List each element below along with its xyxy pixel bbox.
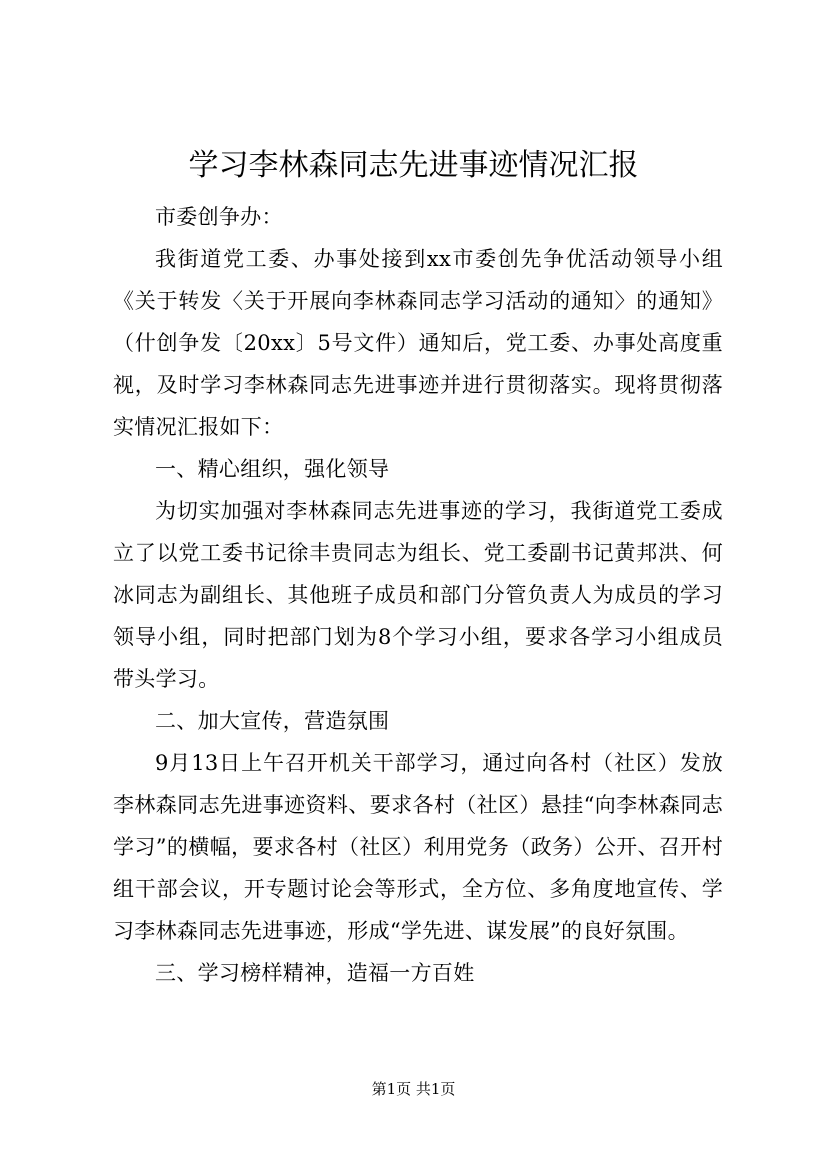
section-heading-2: 二、加大宣传，营造氛围	[155, 709, 390, 733]
salutation: 市委创争办：	[155, 205, 283, 229]
document-title: 学习李林森同志先进事迹情况汇报	[188, 148, 639, 183]
paragraph-section-2: 9月13日上午召开机关干部学习，通过向各村（社区）发放李林森同志先进事迹资料、要求各村（社区）悬挂“向李林森同志学习”的横幅，要求各村（社区）利用党务（政务）公开、召开村组干部会议，开专题讨论会等形式，全方位、多角度地宣传、学习李林森同志先进事迹，形成“学先进、谋发展”的良好氛围。	[113, 751, 723, 943]
paragraph-section-1: 为切实加强对李林森同志先进事迹的学习，我街道党工委成立了以党工委书记徐丰贵同志为组长、党工委副书记黄邦洪、何冰同志为副组长、其他班子成员和部门分管负责人为成员的学习领导小组，同时把部门划为8个学习小组，要求各学习小组成员带头学习。	[113, 499, 723, 691]
document-body	[113, 196, 723, 994]
section-heading-1: 一、精心组织，强化领导	[155, 457, 390, 481]
page-footer: 第1页 共1页	[371, 1080, 456, 1098]
section-heading-3: 三、学习榜样精神，造福一方百姓	[155, 961, 475, 985]
paragraph-intro: 我街道党工委、办事处接到xx市委创先争优活动领导小组《关于转发〈关于开展向李林森同志学习活动的通知〉的通知》（什创争发〔20xx〕5号文件）通知后，党工委、办事处高度重视，及时学习李林森同志先进事迹并进行贯彻落实。现将贯彻落实情况汇报如下：	[113, 247, 723, 439]
